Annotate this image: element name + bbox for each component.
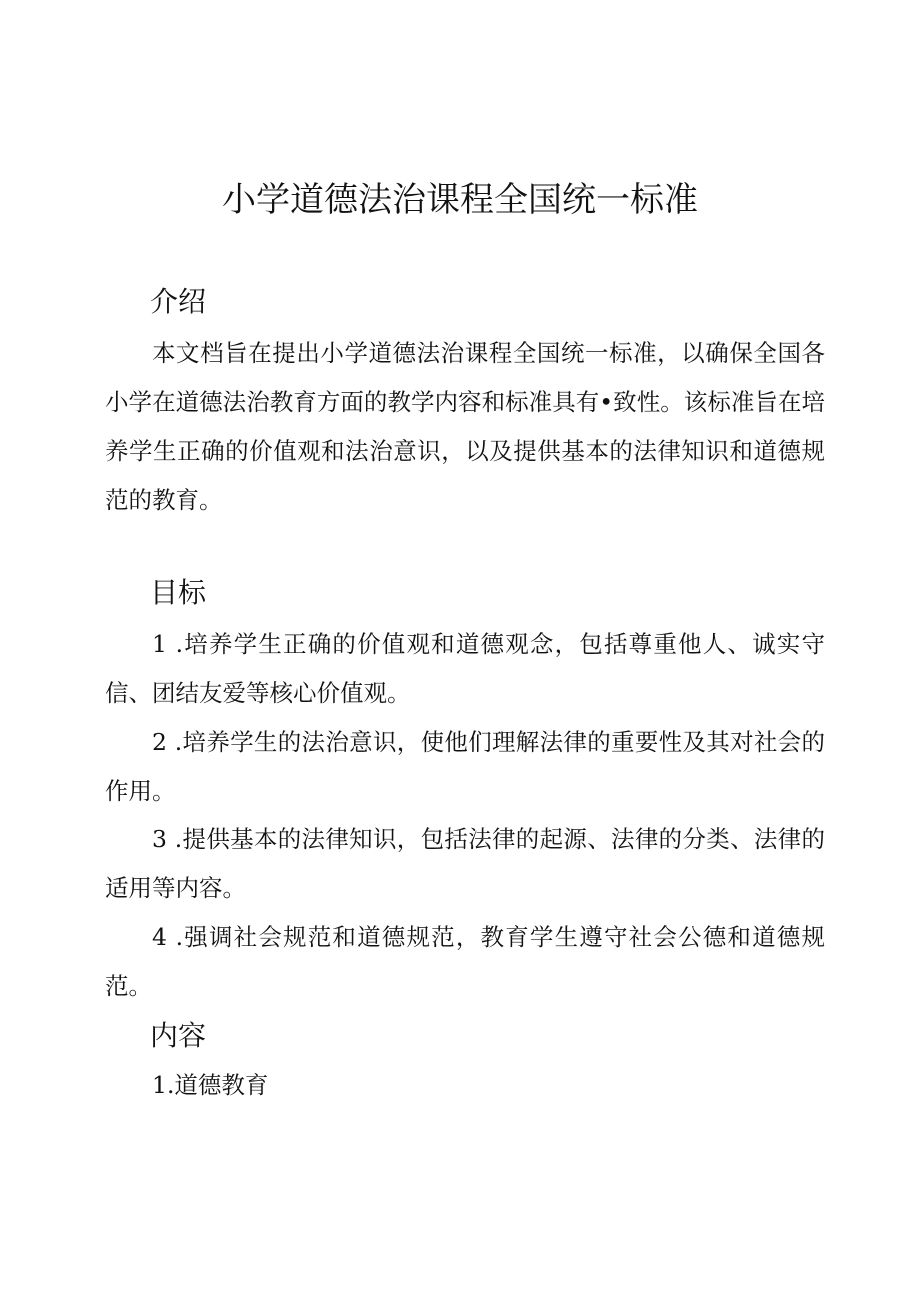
goal-item-1 [105, 620, 825, 718]
content-item-text: 道德教育 [174, 1071, 269, 1099]
goal-item-text: 培养学生正确的价值观和道德观念，包括尊重他人、诚实守信、团结友爱等核心价值观。 [105, 630, 825, 707]
goal-item-text: 提供基本的法律知识，包括法律的起源、法律的分类、法律的适用等内容。 [105, 825, 825, 902]
goal-item-number: 3 . [152, 825, 183, 853]
goal-item-4 [105, 913, 825, 1011]
goal-item-number: 1 . [152, 630, 184, 658]
goal-item-text: 强调社会规范和道德规范，教育学生遵守社会公德和道德规范。 [105, 923, 825, 1000]
introduction-paragraph: 本文档旨在提出小学道德法治课程全国统一标准，以确保全国各小学在道德法治教育方面的教学内容和标准具有•致性。该标准旨在培养学生正确的价值观和法治意识，以及提供基本的法律知识和道德规范的教育。 [105, 339, 825, 514]
document-title: 小学道德法治课程全国统一标准 [222, 180, 698, 220]
goal-item-3 [105, 815, 825, 913]
content-item-1 [105, 1061, 825, 1110]
goal-item-number: 2 . [152, 728, 183, 756]
section-heading-content: 内容 [150, 1019, 207, 1052]
content-item-number: 1. [152, 1071, 175, 1099]
section-heading-goals: 目标 [150, 576, 207, 609]
section-heading-introduction: 介绍 [150, 285, 207, 318]
goal-item-number: 4 . [152, 923, 184, 951]
goal-item-2 [105, 718, 825, 816]
goal-item-text: 培养学生的法治意识，使他们理解法律的重要性及其对社会的作用。 [105, 728, 825, 805]
